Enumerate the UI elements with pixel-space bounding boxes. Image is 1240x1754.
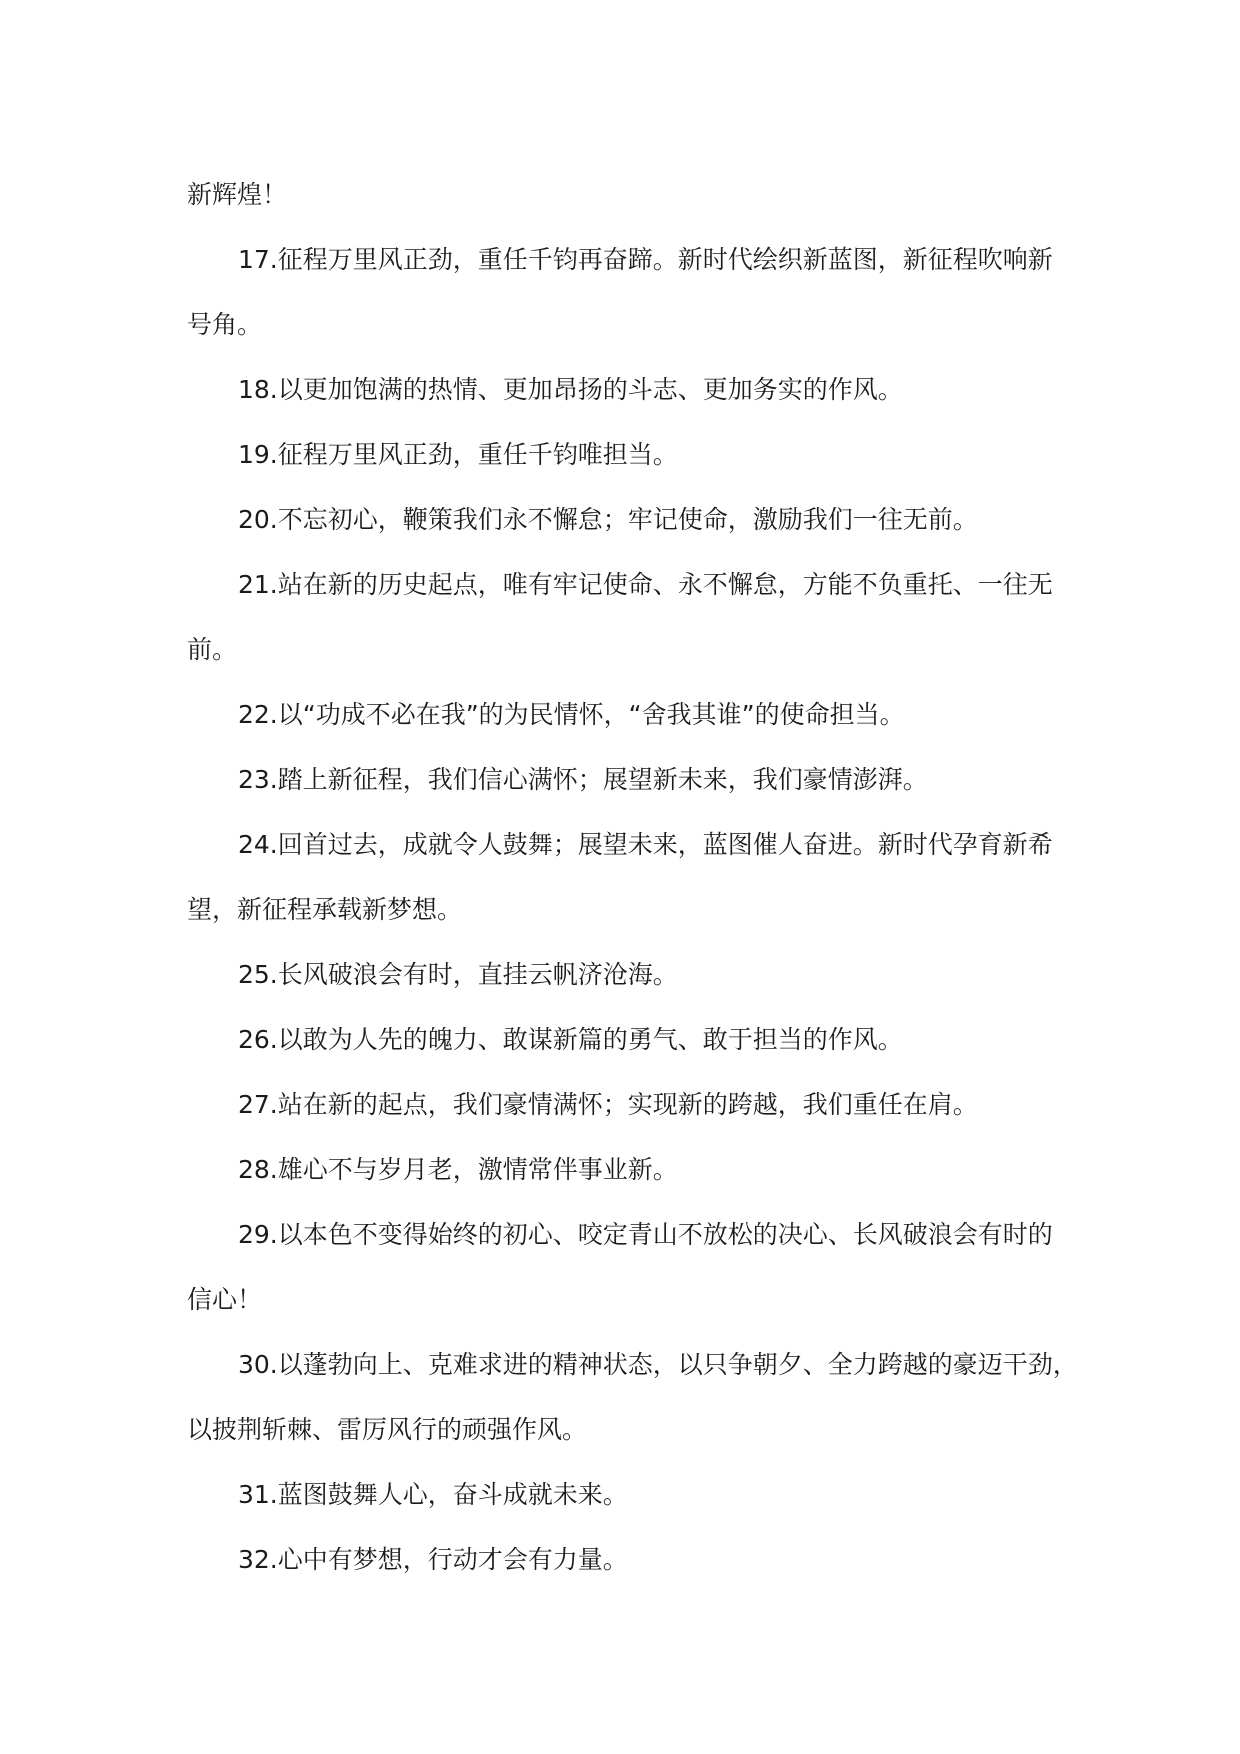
text-line: 23.踏上新征程，我们信心满怀；展望新未来，我们豪情澎湃。 bbox=[238, 765, 928, 794]
text-line: 28.雄心不与岁月老，激情常伴事业新。 bbox=[238, 1155, 678, 1184]
paragraph bbox=[187, 747, 1087, 812]
text-line: 19.征程万里风正劲，重任千钧唯担当。 bbox=[238, 440, 678, 469]
document-page bbox=[187, 162, 1087, 1592]
text-line: 22.以“功成不必在我”的为民情怀，“舍我其谁”的使命担当。 bbox=[238, 700, 905, 729]
paragraph bbox=[187, 812, 1087, 942]
text-line: 31.蓝图鼓舞人心，奋斗成就未来。 bbox=[238, 1480, 628, 1509]
text-line: 32.心中有梦想，行动才会有力量。 bbox=[238, 1545, 628, 1574]
text-line: 号角。 bbox=[187, 310, 263, 339]
paragraph bbox=[187, 162, 1087, 227]
text-line: 信心！ bbox=[187, 1285, 263, 1314]
text-line: 望，新征程承载新梦想。 bbox=[187, 895, 463, 924]
text-line: 新辉煌！ bbox=[187, 180, 288, 209]
text-line: 18.以更加饱满的热情、更加昂扬的斗志、更加务实的作风。 bbox=[238, 375, 903, 404]
paragraph bbox=[187, 422, 1087, 487]
paragraph bbox=[187, 942, 1087, 1007]
paragraph bbox=[187, 487, 1087, 552]
paragraph bbox=[187, 357, 1087, 422]
paragraph bbox=[187, 1137, 1087, 1202]
paragraph bbox=[187, 1462, 1087, 1527]
paragraph bbox=[187, 1527, 1087, 1592]
paragraph bbox=[187, 227, 1087, 357]
text-line: 20.不忘初心，鞭策我们永不懈怠；牢记使命，激励我们一往无前。 bbox=[238, 505, 978, 534]
text-line: 17.征程万里风正劲，重任千钧再奋蹄。新时代绘织新蓝图，新征程吹响新 bbox=[238, 245, 1053, 274]
paragraph bbox=[187, 552, 1087, 682]
text-line: 21.站在新的历史起点，唯有牢记使命、永不懈怠，方能不负重托、一往无 bbox=[238, 570, 1053, 599]
paragraph bbox=[187, 682, 1087, 747]
text-line: 以披荆斩棘、雷厉风行的顽强作风。 bbox=[187, 1415, 588, 1444]
paragraph bbox=[187, 1332, 1087, 1462]
paragraph bbox=[187, 1202, 1087, 1332]
text-line: 25.长风破浪会有时，直挂云帆济沧海。 bbox=[238, 960, 678, 989]
paragraph bbox=[187, 1072, 1087, 1137]
text-line: 26.以敢为人先的魄力、敢谋新篇的勇气、敢于担当的作风。 bbox=[238, 1025, 903, 1054]
text-line: 29.以本色不变得始终的初心、咬定青山不放松的决心、长风破浪会有时的 bbox=[238, 1220, 1053, 1249]
text-line: 30.以蓬勃向上、克难求进的精神状态，以只争朝夕、全力跨越的豪迈干劲， bbox=[238, 1350, 1078, 1379]
text-line: 27.站在新的起点，我们豪情满怀；实现新的跨越，我们重任在肩。 bbox=[238, 1090, 978, 1119]
text-line: 24.回首过去，成就令人鼓舞；展望未来，蓝图催人奋进。新时代孕育新希 bbox=[238, 830, 1053, 859]
paragraph bbox=[187, 1007, 1087, 1072]
text-line: 前。 bbox=[187, 635, 238, 664]
